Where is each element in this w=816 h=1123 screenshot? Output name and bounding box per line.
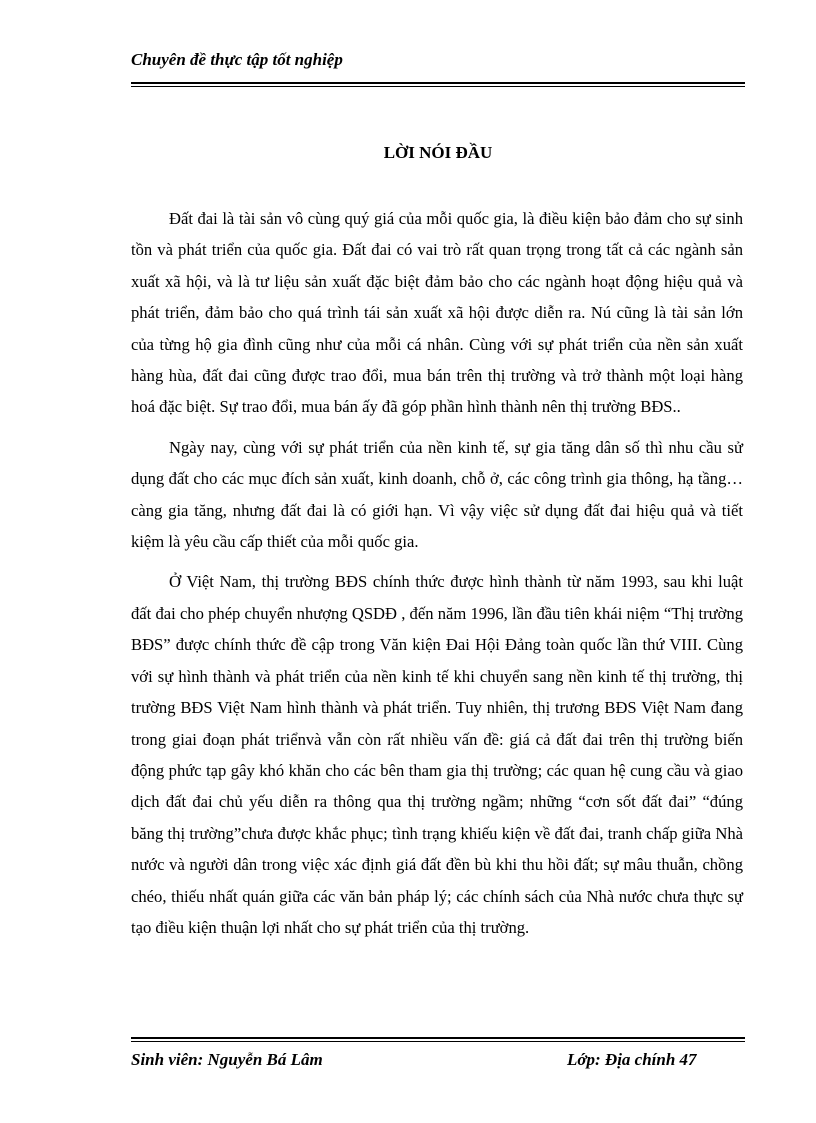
paragraph: Ở Việt Nam, thị trường BĐS chính thức được hình thành từ năm 1993, sau khi luật đất đai cho phép chuyển nhượng QSDĐ , đến năm 1996, lần đầu tiên khái niệm “Thị trường BĐS” được chính thức đề cập trong Văn kiện Đai Hội Đảng toàn quốc lần thứ VIII. Cùng với sự hình thành và phát triển của nền kinh tế khi chuyển sang nền kinh tế thị trường, thị trường BĐS Việt Nam hình thành và phát triển. Tuy nhiên, thị trương BĐS Việt Nam đang trong giai đoạn phát triểnvà vẫn còn rất nhiều vấn đề: giá cả đất đai trên thị trường biến động phức tạp gây khó khăn cho các bên tham gia thị trường; các quan hệ cung cầu và giao dịch đất đai chủ yếu diễn ra thông qua thị trường ngầm; những “cơn sốt đất đai” “đúng băng thị trường”chưa được khắc phục; tình trạng khiếu kiện về đất đai, tranh chấp giữa Nhà nước và người dân trong việc xác định giá đất đền bù khi thu hồi đất; sự mâu thuẫn, chồng chéo, thiếu nhất quán giữa các văn bản pháp lý; các chính sách của Nhà nước chưa thực sự tạo điều kiện thuận lợi nhất cho sự phát triển của thị trường. (131, 572, 743, 937)
running-header: Chuyên đề thực tập tốt nghiệp (131, 50, 343, 69)
page-title: LỜI NÓI ĐẦU (383, 143, 493, 162)
footer-divider (131, 1037, 745, 1042)
paragraph: Ngày nay, cùng với sự phát triển của nền kinh tế, sự gia tăng dân số thì nhu cầu sử dụng đất cho các mục đích sản xuất, kinh doanh, chỗ ở, các công trình gia thông, hạ tầng…càng gia tăng, nhưng đất đai là có giới hạn. Vì vậy việc sử dụng đất đai hiệu quả và tiết kiệm là yêu cầu cấp thiết của mỗi quốc gia. (131, 437, 743, 552)
paragraph: Đất đai là tài sản vô cùng quý giá của mỗi quốc gia, là điều kiện bảo đảm cho sự sinh tồn và phát triển của quốc gia. Đất đai có vai trò rất quan trọng trong tất cả các ngành sản xuất xã hội, và là tư liệu sản xuất đặc biệt đảm bảo cho các ngành hoạt động hiệu quả và phát triển, đảm bảo cho quá trình tái sản xuất xã hội được diễn ra. Nú cũng là tài sản lớn của từng hộ gia đình cũng như của mỗi cá nhân. Cùng với sự phát triển của nền sản xuất hàng hùa, đất đai cũng được trao đổi, mua bán trên thị trường và trở thành một loại hàng hoá đặc biệt. Sự trao đổi, mua bán ấy đã góp phần hình thành nên thị trường BĐS.. (131, 209, 743, 417)
footer-class: Lớp: Địa chính 47 (567, 1050, 697, 1069)
body-text (131, 203, 743, 952)
header-divider (131, 82, 745, 87)
footer-student: Sinh viên: Nguyễn Bá Lâm (131, 1050, 323, 1069)
